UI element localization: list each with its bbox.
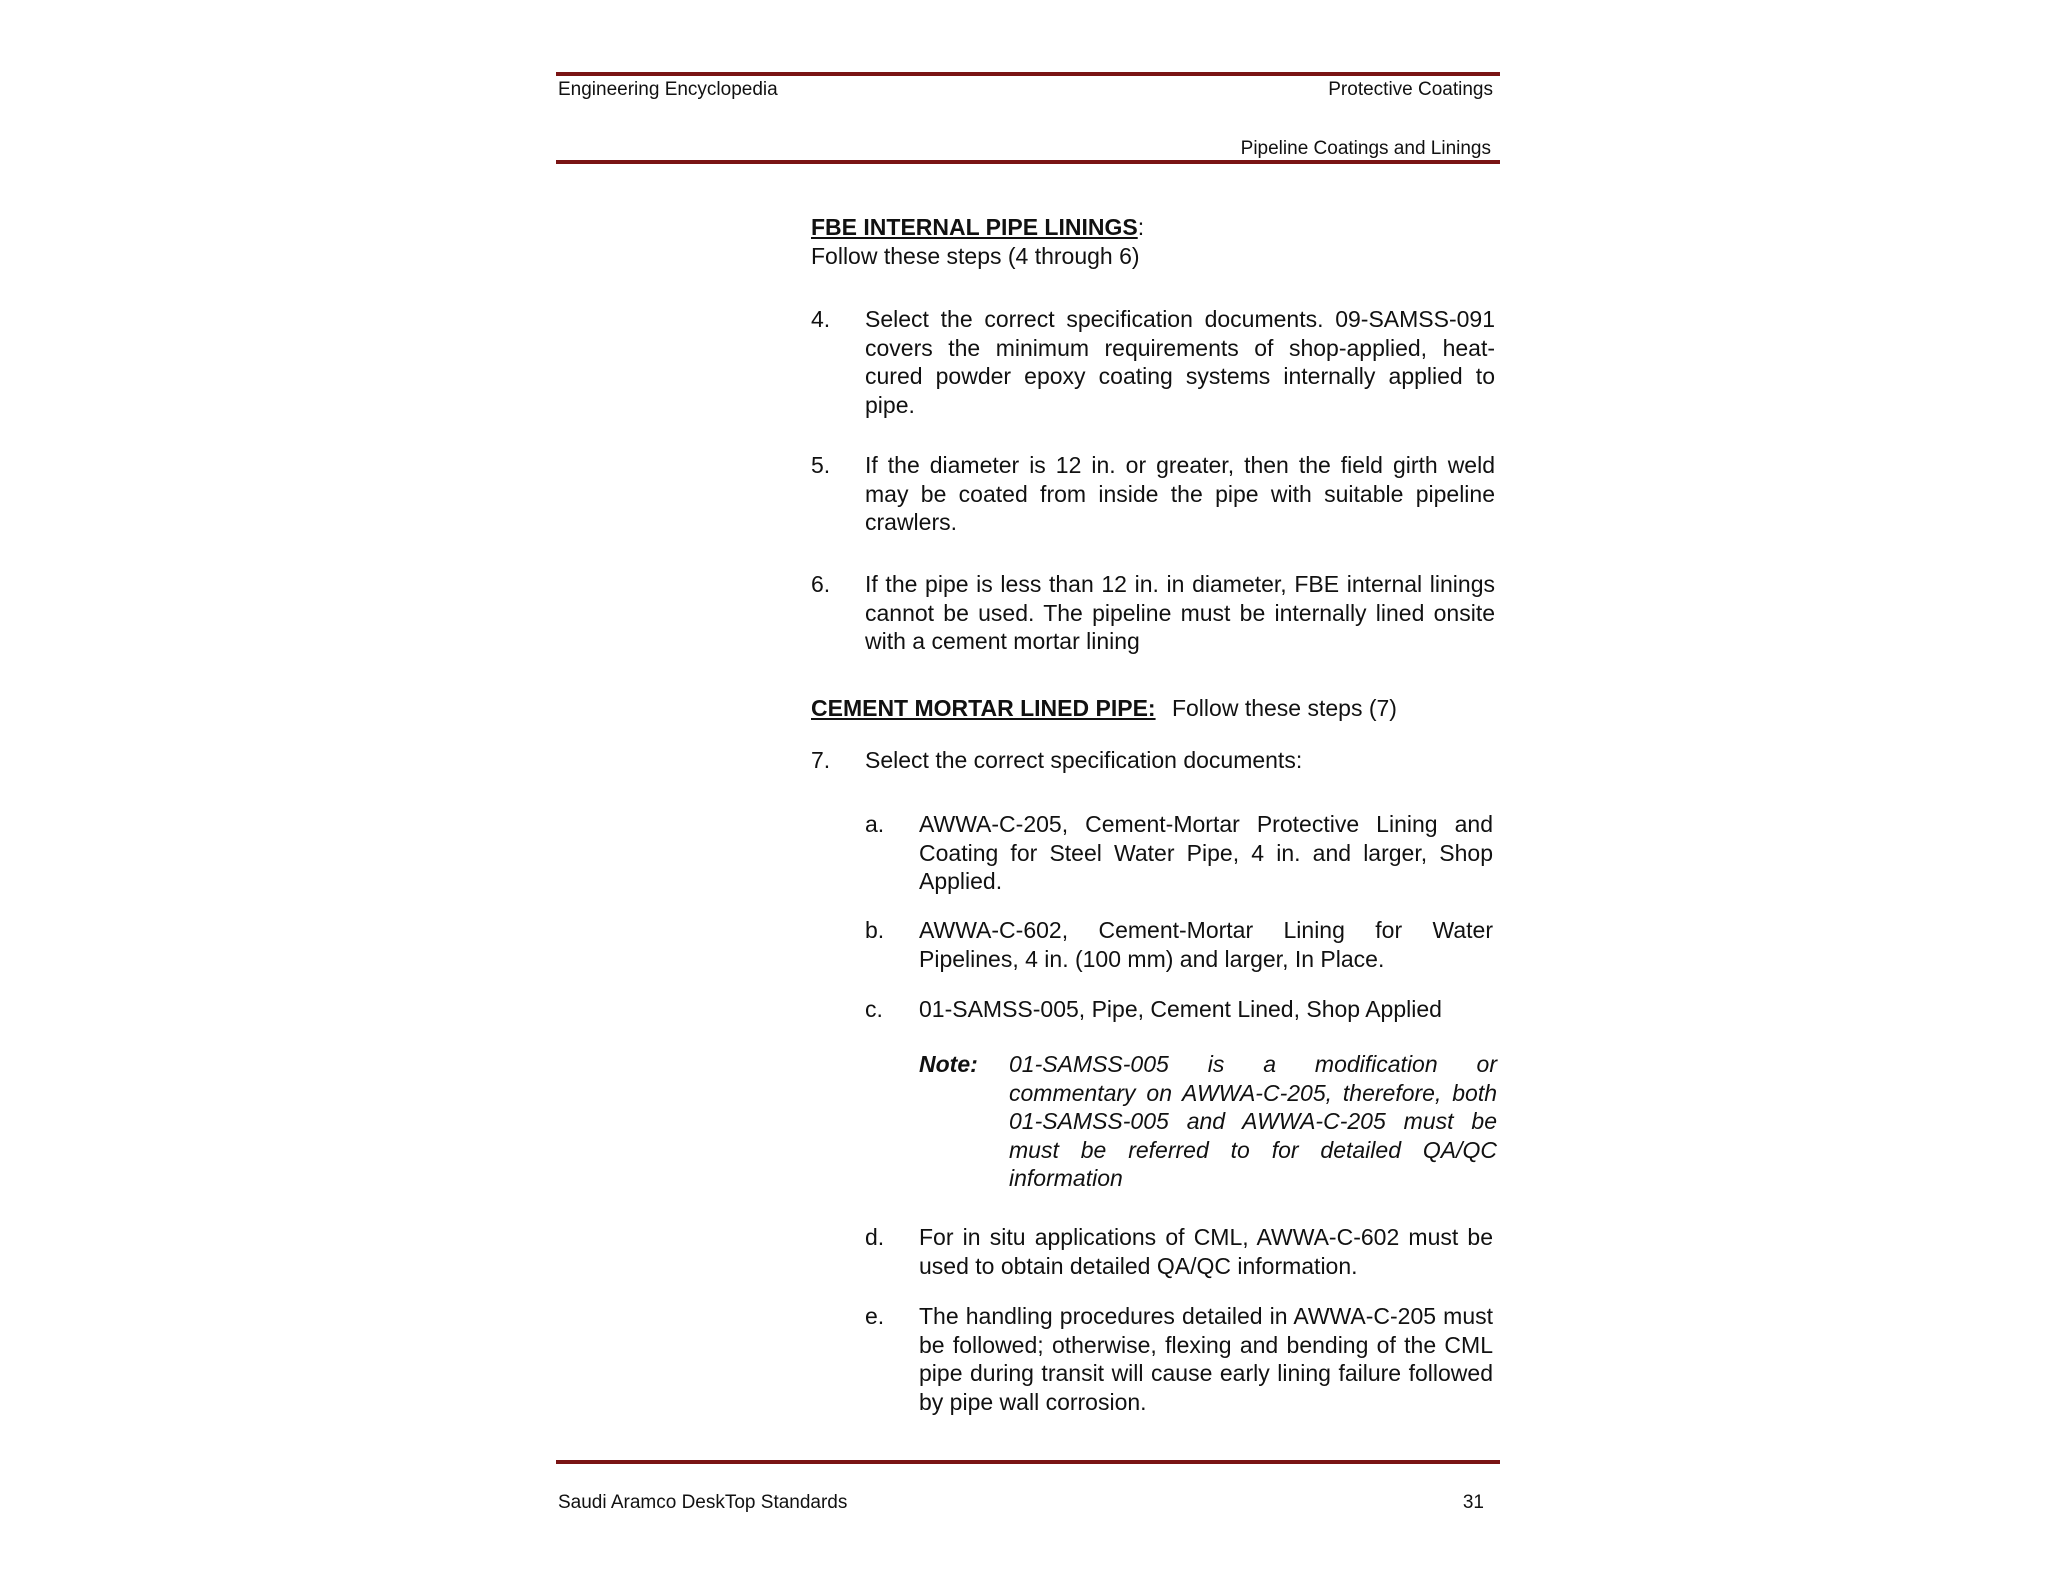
note-block	[919, 1050, 1497, 1193]
header-top-rule	[556, 72, 1500, 76]
step-text: Select the correct specification documents. 09-SAMSS-091 covers the minimum requirements of shop-applied, heat-cured powder epoxy coating systems internally applied to pipe.	[865, 306, 1495, 418]
subitem-letter: d.	[865, 1224, 885, 1250]
list-item-sub-c	[865, 995, 1493, 1024]
header-bottom-rule	[556, 160, 1500, 164]
step-number: 5.	[811, 452, 831, 478]
list-item-sub-b	[865, 916, 1493, 973]
list-item-step-6	[811, 570, 1495, 656]
subitem-text: 01-SAMSS-005, Pipe, Cement Lined, Shop Applied	[919, 996, 1442, 1022]
list-item-step-4	[811, 305, 1495, 419]
subitem-letter: e.	[865, 1303, 885, 1329]
subitem-text: The handling procedures detailed in AWWA-C-205 must be followed; otherwise, flexing and bending of the CML pipe during transit will cause early lining failure followed by pipe wall corrosion.	[919, 1303, 1493, 1415]
section-fbe-intro: Follow these steps (4 through 6)	[811, 242, 1140, 269]
subitem-text: AWWA-C-205, Cement-Mortar Protective Lining and Coating for Steel Water Pipe, 4 in. and larger, Shop Applied.	[919, 811, 1493, 895]
subitem-letter: a.	[865, 811, 885, 837]
header-left-title: Engineering Encyclopedia	[558, 79, 778, 100]
list-item-step-7	[811, 746, 1495, 775]
subitem-letter: b.	[865, 917, 885, 943]
step-number: 4.	[811, 306, 831, 332]
section-cml-heading	[811, 694, 1501, 723]
list-item-sub-a	[865, 810, 1493, 896]
section-fbe-title: FBE INTERNAL PIPE LININGS	[811, 214, 1138, 240]
note-label: Note:	[919, 1051, 978, 1077]
header-right-title: Protective Coatings	[1328, 79, 1493, 100]
subitem-text: For in situ applications of CML, AWWA-C-602 must be used to obtain detailed QA/QC information.	[919, 1224, 1493, 1279]
section-fbe-heading	[811, 213, 1501, 270]
footer-left-title: Saudi Aramco DeskTop Standards	[558, 1492, 848, 1513]
list-item-sub-e	[865, 1302, 1493, 1416]
footer-rule	[556, 1460, 1500, 1464]
note-text: 01-SAMSS-005 is a modification or commentary on AWWA-C-205, therefore, both 01-SAMSS-005 and AWWA-C-205 must be must be referred to for detailed QA/QC information	[1009, 1051, 1497, 1192]
page-number: 31	[1462, 1492, 1484, 1513]
section-cml-title: CEMENT MORTAR LINED PIPE:	[811, 695, 1156, 721]
section-cml-intro: Follow these steps (7)	[1171, 695, 1397, 721]
header-subtitle: Pipeline Coatings and Linings	[1240, 138, 1491, 159]
section-fbe-title-suffix: :	[1137, 214, 1145, 240]
subitem-text: AWWA-C-602, Cement-Mortar Lining for Water Pipelines, 4 in. (100 mm) and larger, In Place.	[919, 917, 1493, 972]
list-item-sub-d	[865, 1223, 1493, 1280]
step-number: 6.	[811, 571, 831, 597]
subitem-letter: c.	[865, 996, 883, 1022]
list-item-step-5	[811, 451, 1495, 537]
step-text: If the pipe is less than 12 in. in diameter, FBE internal linings cannot be used. The pipeline must be internally lined onsite with a cement mortar lining	[865, 571, 1495, 655]
step-text: If the diameter is 12 in. or greater, then the field girth weld may be coated from inside the pipe with suitable pipeline crawlers.	[865, 452, 1495, 536]
step-text: Select the correct specification documents:	[865, 747, 1303, 773]
step-number: 7.	[811, 747, 831, 773]
